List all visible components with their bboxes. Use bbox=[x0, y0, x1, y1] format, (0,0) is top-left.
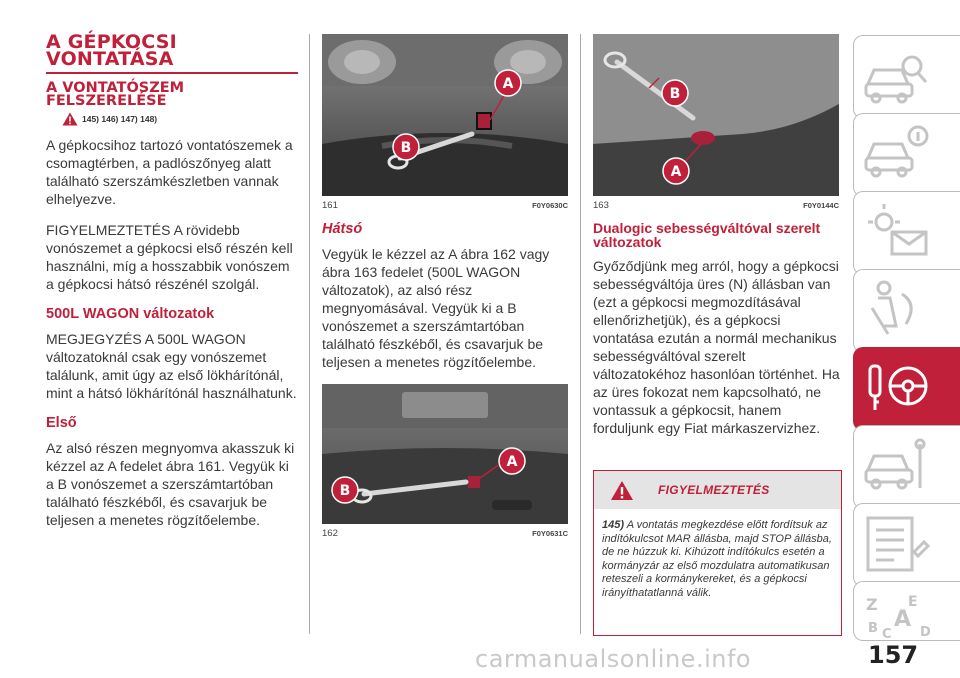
warning-body: A vontatás megkezdése előtt fordítsuk az indítókulcsot MAR állásba, majd STOP állásba, de ne húzzuk ki. Kihúzott indítókulcs esetén a kormányzár az első mozdulatra automatikusan reteszeli a kormánykereket, és a gépkocsi irányíthatatlanná válik. bbox=[602, 519, 832, 599]
car-search-icon bbox=[862, 44, 932, 110]
paragraph-rear: Vegyük le kézzel az A ábra 162 vagy ábra 163 fedelet (500L WAGON változatok), az alsó rész megnyomásával. Vegyük ki a B vonószemet a szerszámtartóban található fészkéből, és csavarjuk be teljesen a menetes rögzítőelembe. bbox=[322, 246, 550, 370]
label-a: A bbox=[670, 164, 682, 180]
reference-numbers: 145) 146) 147) 148) bbox=[82, 114, 158, 124]
warning-header bbox=[594, 471, 841, 509]
column-divider bbox=[580, 34, 581, 634]
car-service-icon bbox=[862, 434, 932, 500]
figure-161 bbox=[322, 34, 568, 211]
warning-triangle-icon bbox=[610, 480, 634, 501]
warning-lights-icon bbox=[862, 200, 932, 266]
svg-text:B: B bbox=[868, 621, 878, 636]
warning-title: FIGYELMEZTETÉS bbox=[658, 483, 770, 497]
paragraph-note: MEGJEGYZÉS A 500L WAGON változatoknál csak egy vonószemet találunk, amit úgy az első lökhárítónál, mint a hátsó lökhárítónál használhatunk. bbox=[46, 331, 297, 401]
figure-code: F0Y0631C bbox=[532, 529, 568, 538]
front-bumper-illustration bbox=[322, 34, 568, 196]
wagon-bumper-illustration bbox=[593, 34, 839, 196]
figure-caption bbox=[322, 200, 568, 211]
key-steering-wheel-icon bbox=[862, 356, 932, 422]
title-rule bbox=[46, 72, 298, 74]
warning-references bbox=[62, 112, 298, 126]
figure-code: F0Y0144C bbox=[803, 201, 839, 210]
airbag-seat-icon bbox=[862, 278, 932, 344]
label-a-marker-wagon bbox=[661, 156, 691, 191]
label-b-marker-rear bbox=[330, 475, 360, 510]
warning-triangle-icon bbox=[62, 112, 78, 126]
figure-code: F0Y0630C bbox=[532, 201, 568, 210]
watermark: carmanualsonline.info bbox=[475, 645, 752, 673]
label-a: A bbox=[502, 76, 514, 92]
page-number: 157 bbox=[868, 641, 919, 669]
heading-500l-wagon: 500L WAGON változatok bbox=[46, 306, 215, 322]
figure-number: 163 bbox=[593, 200, 609, 211]
label-b: B bbox=[669, 86, 681, 102]
label-b-marker-wagon bbox=[660, 78, 690, 113]
column-3 bbox=[593, 34, 841, 450]
figure-number: 162 bbox=[322, 528, 338, 539]
svg-text:A: A bbox=[894, 607, 912, 632]
svg-text:Z: Z bbox=[866, 595, 878, 614]
warning-number: 145) bbox=[602, 519, 625, 531]
heading-dualogic: Dualogic sebességváltóval szerelt változatok bbox=[593, 220, 821, 250]
column-divider bbox=[309, 34, 310, 634]
car-info-icon bbox=[862, 122, 932, 188]
tab-car-search[interactable] bbox=[853, 35, 960, 119]
tab-car-info[interactable] bbox=[853, 113, 960, 197]
svg-text:C: C bbox=[882, 627, 892, 640]
label-a: A bbox=[506, 454, 518, 470]
figure-caption bbox=[322, 528, 568, 539]
label-a-marker bbox=[493, 68, 523, 103]
label-b-marker bbox=[391, 132, 421, 167]
tab-data-list[interactable] bbox=[853, 503, 960, 587]
tab-car-service[interactable] bbox=[853, 425, 960, 509]
column-1 bbox=[46, 31, 298, 542]
subsection-title: A VONTATÓSZEM FELSZERELÉSE bbox=[46, 80, 185, 109]
heading-rear: Hátsó bbox=[322, 221, 363, 237]
paragraph-location: A gépkocsihoz tartozó vontatószemek a csomagtérben, a padlószőnyeg alatt található szerszámkészletben vannak elhelyezve. bbox=[46, 137, 293, 207]
svg-text:E: E bbox=[908, 594, 918, 610]
alphabet-index-icon bbox=[862, 590, 932, 640]
paragraph-warning: FIGYELMEZTETÉS A rövidebb vonószemet a gépkocsi első részén kell használni, míg a hosszabbik vonószem a gépkocsi hátsó részénél szolgál. bbox=[46, 222, 293, 292]
heading-front: Első bbox=[46, 415, 77, 431]
section-title: A GÉPKOCSI VONTATÁSA bbox=[46, 31, 177, 70]
paragraph-front: Az alsó részen megnyomva akasszuk ki kézzel az A fedelet ábra 161. Vegyük ki a B vonószemet a szerszámtartóban található fészkéből, és csavarjuk be teljesen a menetes rögzítőelembe. bbox=[46, 440, 295, 528]
paragraph-dualogic: Győződjünk meg arról, hogy a gépkocsi sebességváltója üres (N) állásban van (ezt a gépkocsi megmozdításával ellenőrizhetjük), és a gépkocsi vontatása ezután a normál mechanikus sebességváltóval szerelt változatokéhoz hasonlóan történhet. Ha az üres fokozat nem kapcsolható, ne vontassuk a gépkocsit, hanem forduljunk egy Fiat márkaszervizhez. bbox=[593, 258, 840, 436]
tab-alphabet-index[interactable] bbox=[853, 581, 960, 641]
figure-caption bbox=[593, 200, 839, 211]
figure-number: 161 bbox=[322, 200, 338, 211]
svg-text:D: D bbox=[920, 625, 931, 640]
tab-key-steering-wheel[interactable] bbox=[853, 347, 960, 431]
column-2 bbox=[322, 34, 568, 539]
tab-warning-lights[interactable] bbox=[853, 191, 960, 275]
figure-162 bbox=[322, 384, 568, 539]
warning-text bbox=[602, 519, 833, 601]
label-a-marker-rear bbox=[497, 446, 527, 481]
label-b: B bbox=[339, 483, 351, 499]
warning-box bbox=[593, 470, 842, 636]
data-list-icon bbox=[862, 512, 932, 578]
figure-163 bbox=[593, 34, 839, 211]
tab-airbag-seat[interactable] bbox=[853, 269, 960, 353]
label-b: B bbox=[400, 140, 412, 156]
